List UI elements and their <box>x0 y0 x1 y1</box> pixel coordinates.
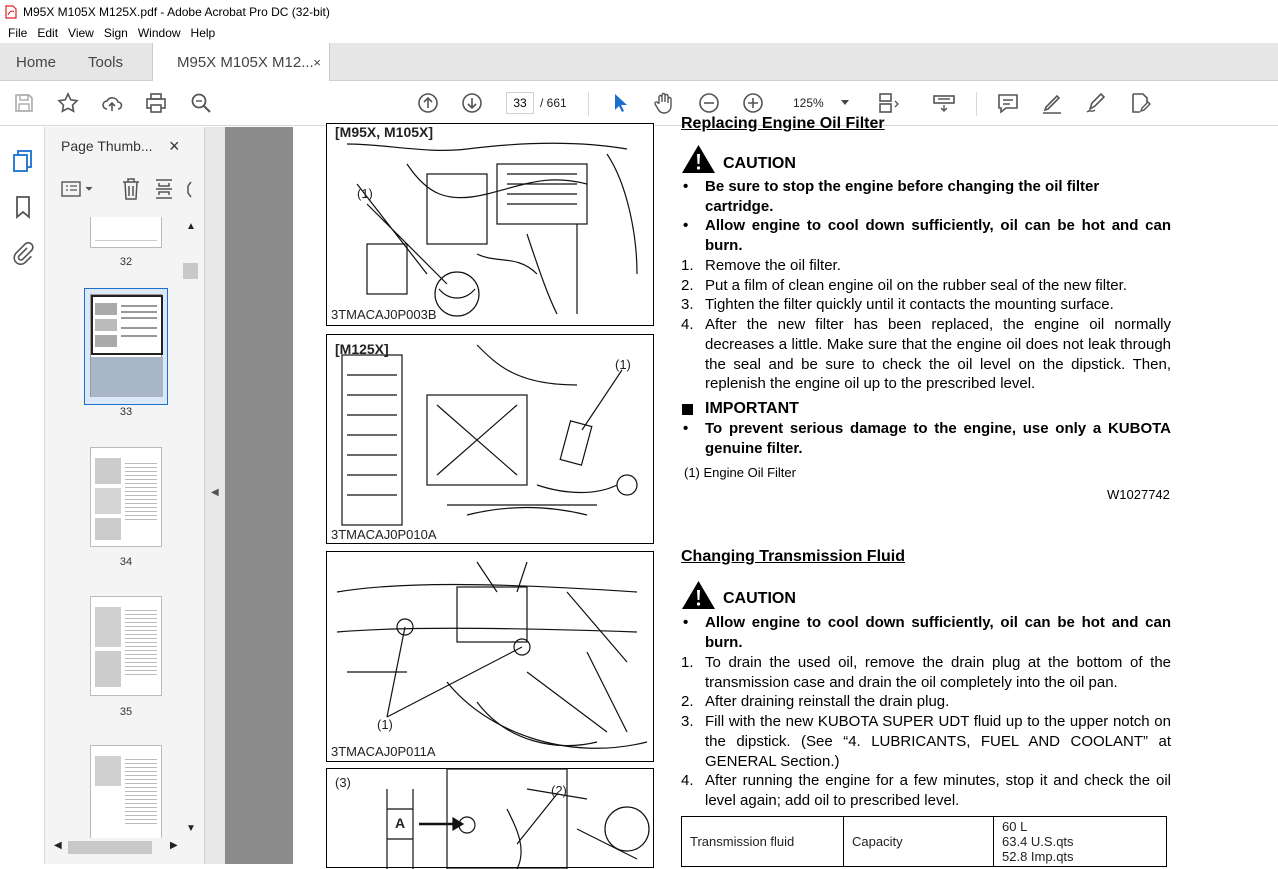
scroll-thumb[interactable] <box>68 841 152 854</box>
thumbnail-page[interactable] <box>90 596 162 696</box>
delete-page-icon[interactable] <box>121 177 141 201</box>
caution-label: CAUTION <box>723 590 796 607</box>
extract-pages-icon[interactable] <box>154 177 174 201</box>
table-row <box>682 817 1167 867</box>
page-total: / 661 <box>540 96 567 110</box>
tab-bar <box>0 43 1278 81</box>
caution-bullets <box>683 613 1171 652</box>
bullet-dot: • <box>683 178 689 195</box>
figure-code: 3TMACAJ0P010A <box>331 527 437 542</box>
bookmark-star-icon[interactable] <box>56 91 80 115</box>
procedure-steps <box>681 653 1171 811</box>
page-up-icon[interactable] <box>416 91 440 115</box>
left-rail <box>0 127 45 864</box>
collapse-arrow-icon[interactable]: ◀ <box>211 487 219 498</box>
thumbnail-page[interactable] <box>90 447 162 547</box>
figure-callout: (1) <box>615 357 631 372</box>
toolbar-separator <box>588 92 589 116</box>
figure-engine-oil-filter-m125x <box>326 334 654 544</box>
chevron-down-icon <box>841 100 849 105</box>
edit-pdf-icon[interactable] <box>1128 91 1152 115</box>
bookmarks-icon[interactable] <box>14 195 32 219</box>
table-cell: Transmission fluid <box>682 817 844 867</box>
menu-edit[interactable]: Edit <box>37 26 59 40</box>
document-viewport[interactable] <box>225 115 1278 864</box>
caution-label: CAUTION <box>723 155 796 172</box>
step-item: 4. After the new filter has been replaced, the engine oil normally decreases a little. Make sure that the engine oil does not leak through the seal and be sure to check the oil level on the dipstick. Then, replenish the engine oil up to the prescribed level. <box>681 316 1171 393</box>
bullet-item: • Be sure to stop the engine before changing the oil filter cartridge. <box>683 178 1100 215</box>
title-bar <box>0 0 1278 23</box>
scroll-thumb[interactable] <box>183 263 198 279</box>
thumbnail-page[interactable] <box>90 745 162 838</box>
step-item: 3. Fill with the new KUBOTA SUPER UDT fluid up to the upper notch on the dipstick. (See “4. LUBRICANTS, FUEL AND COOLANT” at GENERAL Section.) <box>681 713 1171 770</box>
scroll-right-icon[interactable]: ▶ <box>170 840 178 851</box>
toolbar <box>0 81 1278 126</box>
sign-icon[interactable] <box>1084 91 1108 115</box>
tab-document[interactable] <box>152 43 330 82</box>
bullet-dot: • <box>683 217 689 235</box>
step-item: 1. Remove the oil filter. <box>681 257 841 274</box>
tab-home[interactable]: Home <box>16 53 57 71</box>
thumbnail-page-number: 34 <box>119 556 133 568</box>
tab-tools[interactable]: Tools <box>88 53 124 71</box>
capacity-liters: 60 L <box>1002 819 1028 834</box>
attachment-icon[interactable] <box>12 241 34 265</box>
page-down-icon[interactable] <box>460 91 484 115</box>
step-item: 4. After running the engine for a few minutes, stop it and check the oil level again; add oil to prescribed level. <box>681 772 1171 809</box>
menu-file[interactable]: File <box>8 26 28 40</box>
important-square-icon <box>682 404 693 415</box>
thumbnail-options-icon[interactable] <box>61 179 95 199</box>
capacity-us-qts: 63.4 U.S.qts <box>1002 834 1074 849</box>
important-label: IMPORTANT <box>705 400 799 417</box>
figure-model-label: [M95X, M105X] <box>335 124 434 140</box>
figure-engine-oil-filter-m95x <box>326 123 654 326</box>
menu-sign[interactable]: Sign <box>103 26 128 40</box>
figure-callout: (1) <box>377 717 393 732</box>
thumbnail-page[interactable] <box>90 217 162 248</box>
toolbar-separator <box>976 92 977 116</box>
figure-callout: (3) <box>335 775 351 790</box>
scroll-up-icon[interactable]: ▲ <box>186 221 196 232</box>
highlight-pen-icon[interactable] <box>1040 91 1064 115</box>
thumbnail-page-number: 35 <box>119 706 133 718</box>
rotate-page-icon[interactable] <box>185 177 195 201</box>
zoom-select[interactable] <box>785 92 855 114</box>
menu-help[interactable]: Help <box>190 26 216 40</box>
pdf-page <box>293 115 1278 864</box>
figure-model-label: [M125X] <box>335 341 389 357</box>
window-title: M95X M105X M125X.pdf - Adobe Acrobat Pro DC (32-bit) <box>23 4 330 19</box>
acrobat-icon <box>5 5 17 19</box>
warning-triangle-icon <box>681 580 716 610</box>
keyboard-icon[interactable] <box>932 91 956 115</box>
bullet-item: • Allow engine to cool down sufficiently, oil can be hot and can burn. <box>683 217 1171 255</box>
document-code: W1027742 <box>1107 487 1170 502</box>
thumbnails-vertical-scrollbar[interactable] <box>182 217 200 837</box>
menu-view[interactable]: View <box>68 26 94 40</box>
panel-title: Page Thumb... <box>61 138 153 154</box>
figure-legend: (1) Engine Oil Filter <box>684 465 796 480</box>
thumbnail-page-selected[interactable] <box>84 288 168 405</box>
bullet-dot: • <box>683 614 689 631</box>
menu-bar <box>0 23 1278 43</box>
zoom-out-icon[interactable] <box>697 91 721 115</box>
zoom-value: 125% <box>793 96 824 110</box>
page-number-input[interactable] <box>506 92 534 114</box>
section-title: Changing Transmission Fluid <box>681 548 906 565</box>
capacity-table <box>681 816 1167 867</box>
zoom-search-icon[interactable] <box>189 91 213 115</box>
page-fit-icon[interactable] <box>876 91 900 115</box>
print-icon[interactable] <box>144 91 168 115</box>
scroll-left-icon[interactable]: ◀ <box>54 840 62 851</box>
comment-icon[interactable] <box>996 91 1020 115</box>
step-item: 3. Tighten the filter quickly until it contacts the mounting surface. <box>681 296 1114 314</box>
figure-callout: (1) <box>357 186 373 201</box>
hand-tool-icon[interactable] <box>652 91 676 115</box>
table-cell: Capacity <box>844 817 994 867</box>
zoom-in-icon[interactable] <box>741 91 765 115</box>
thumbnail-page-number: 32 <box>119 256 133 268</box>
step-item: 2. After draining reinstall the drain plug. <box>681 693 950 711</box>
thumbnails-horizontal-scrollbar[interactable] <box>52 838 182 856</box>
figure-callout: A <box>395 815 406 831</box>
table-cell <box>994 817 1167 867</box>
figure-callout: (2) <box>551 783 567 798</box>
scroll-down-icon[interactable]: ▼ <box>186 823 196 834</box>
figure-code: 3TMACAJ0P011A <box>331 744 436 759</box>
figure-transmission-drain-plug <box>326 551 654 762</box>
procedure-steps <box>681 256 1171 394</box>
caution-bullets <box>683 177 1171 256</box>
capacity-imp-qts: 52.8 Imp.qts <box>1002 849 1074 864</box>
page-thumbnails-icon[interactable] <box>12 149 34 173</box>
panel-collapse-bar[interactable] <box>205 127 225 864</box>
step-item: 1. To drain the used oil, remove the drain plug at the bottom of the transmission case and drain the oil completely into the oil pan. <box>681 654 1171 691</box>
warning-triangle-icon <box>681 144 716 174</box>
figure-code: 3TMACAJ0P003B <box>331 307 437 322</box>
bullet-item: • Allow engine to cool down sufficiently, oil can be hot and can burn. <box>683 614 1171 651</box>
thumbnail-page-number: 33 <box>119 406 133 418</box>
figure-transmission-dipstick <box>326 768 654 868</box>
upload-cloud-icon[interactable] <box>100 91 124 115</box>
panel-close-icon[interactable]: × <box>169 136 180 156</box>
important-bullets <box>683 419 1171 458</box>
save-icon[interactable] <box>12 91 36 115</box>
step-item: 2. Put a film of clean engine oil on the rubber seal of the new filter. <box>681 276 1127 294</box>
bullet-item: • To prevent serious damage to the engine, use only a KUBOTA genuine filter. <box>683 420 1171 457</box>
tab-close-icon[interactable]: × <box>313 55 321 70</box>
section-title: Replacing Engine Oil Filter <box>681 115 885 132</box>
menu-window[interactable]: Window <box>137 26 181 40</box>
bullet-dot: • <box>683 420 689 437</box>
select-cursor-icon[interactable] <box>608 91 632 115</box>
tab-document-label: M95X M105X M12... <box>177 54 314 71</box>
